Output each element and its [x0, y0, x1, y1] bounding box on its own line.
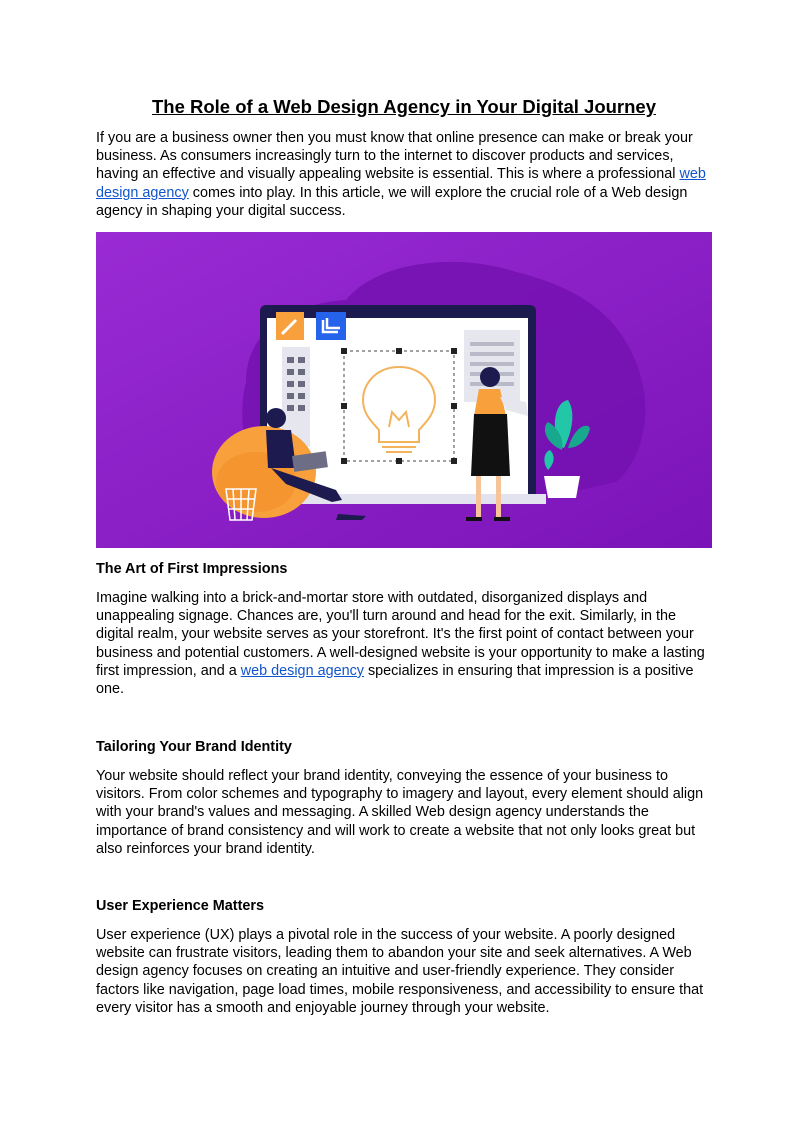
section-heading: Tailoring Your Brand Identity	[96, 739, 292, 755]
hero-illustration	[96, 232, 712, 548]
section-heading: User Experience Matters	[96, 898, 264, 914]
section-link-web-design-agency[interactable]: web design agency	[240, 662, 364, 679]
intro-link-web-design-agency[interactable]: web design agency	[96, 166, 706, 201]
section-heading: The Art of First Impressions	[96, 561, 288, 577]
section-paragraph: Imagine walking into a brick-and-mortar store with outdated, disorganized displays and unappealing signage. Chances are, you'll turn around and head for the exit. Similarly, in the digital realm, your website serves as your storefront. It's the first point of contact between your business and potential customers. A well-designed website is your opportunity to make a lasting first impression, and a web design agency specializes in ensuring that impression is a positive one.	[96, 590, 705, 698]
section-paragraph: User experience (UX) plays a pivotal role in the success of your website. A poorly designed website can frustrate visitors, leading them to abandon your site and seek alternatives. A Web design agency focuses on creating an intuitive and user-friendly experience. They consider factors like navigation, page load times, mobile responsiveness, and accessibility to ensure that every visitor has a smooth and enjoyable journey through your website.	[96, 927, 704, 1016]
page-title: The Role of a Web Design Agency in Your Digital Journey	[151, 96, 657, 117]
crop-icon	[316, 312, 346, 340]
intro-paragraph: If you are a business owner then you must know that online presence can make or break your business. As consumers increasingly turn to the internet to discover products and services, having an effective and visually appealing website is essential. This is where a professional web design agency comes into play. In this article, we will explore the crucial role of a Web design agency in shaping your digital success.	[96, 130, 706, 219]
section-paragraph: Your website should reflect your brand identity, conveying the essence of your business to visitors. From color schemes and typography to imagery and layout, every element should align with your brand's values and messaging. A skilled Web design agency understands the importance of brand consistency and will work to create a website that not only looks great but also reinforces your brand identity.	[96, 768, 704, 857]
